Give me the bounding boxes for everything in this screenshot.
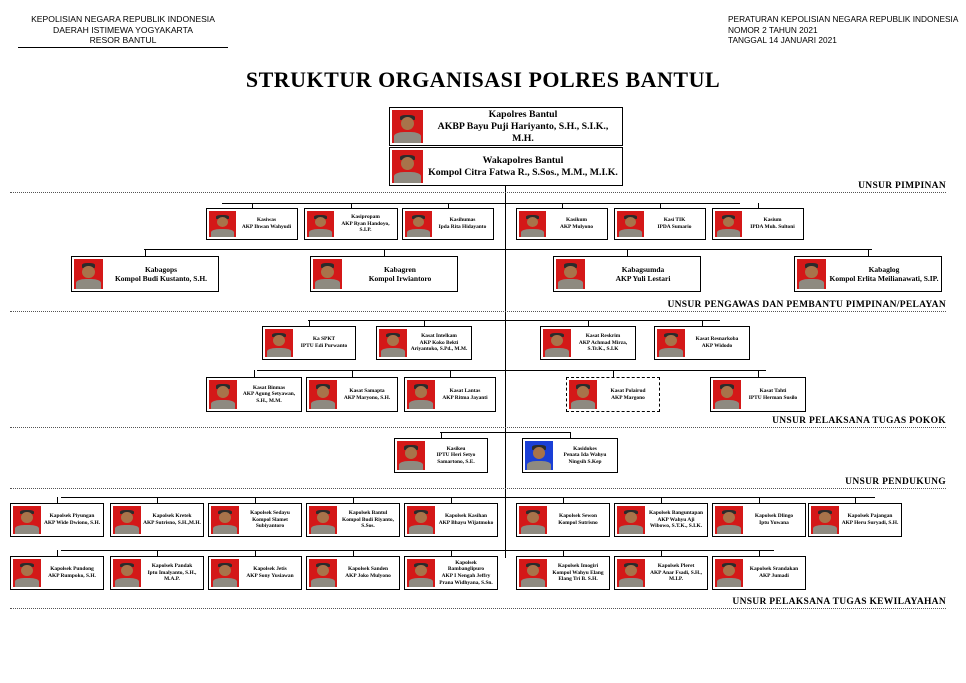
staff-photo (617, 211, 644, 237)
staff-photo (209, 211, 236, 237)
polsek-name: AKP I Nengah Jeffry Prana Widhyana, S.Sn. (439, 573, 493, 586)
header-right-line-1: PERATURAN KEPOLISIAN NEGARA REPUBLIK INDONESIA (728, 14, 959, 24)
drop-line (450, 370, 451, 377)
polsek-box-kretek[interactable] (110, 503, 204, 537)
polsek-photo (113, 559, 141, 587)
polsek-name: AKP Sutrisno, S.H.,M.H. (143, 520, 201, 526)
bag-box-kabagsumda[interactable] (553, 256, 701, 292)
sat-photo (209, 380, 237, 409)
sat1-bar (308, 320, 720, 321)
section-rule-pengawas (10, 311, 946, 312)
polsek-box-bambanglipuro[interactable] (404, 556, 498, 590)
sat-name: AKP Margono (611, 394, 645, 401)
trunk-line (505, 185, 506, 558)
staff-name: AKP Ihwan Wahyudi (241, 224, 292, 230)
polsek-name: AKP Wahyu Aji Wibowo, S.T.K., S.I.K. (649, 516, 703, 530)
polsek-photo (309, 559, 337, 587)
polsek-name: AKP Sony Yusiawan (246, 573, 294, 579)
sat-name: AKP Widodo (701, 343, 733, 349)
kapolres-box[interactable] (389, 107, 623, 146)
support-name: Penata Ida Wahyu Ningsih S.Kep (563, 452, 607, 465)
sat-photo (657, 329, 685, 357)
support-bar (440, 432, 570, 433)
polsek-photo (407, 559, 435, 587)
header-left-line-2: DAERAH ISTIMEWA YOGYAKARTA (53, 24, 193, 35)
bag-photo (313, 259, 342, 289)
polsek-role: Kapolsek Pleret (657, 563, 695, 570)
bag-name: Kompol Erlita Meilianawati, S.IP. (829, 274, 939, 283)
section-label-pimpinan: UNSUR PIMPINAN (858, 181, 946, 191)
support-box-kasikeu[interactable] (394, 438, 488, 473)
polsek-role: Kapolsek Pandak (151, 563, 193, 570)
staff-box-kasikum[interactable] (516, 208, 608, 240)
polsek-role: Kapolsek Sewon (559, 513, 597, 520)
polsek-photo (211, 506, 239, 534)
kapolres-role: Kapolres Bantul (488, 108, 558, 120)
polsek-box-imogiri[interactable] (516, 556, 610, 590)
section-label-pokok: UNSUR PELAKSANA TUGAS POKOK (772, 416, 946, 426)
kapolres-photo (392, 110, 423, 143)
header-left-line-3: RESOR BANTUL (89, 35, 157, 46)
sat-role: Kasat Tahti (759, 387, 787, 394)
polsek-photo (519, 559, 547, 587)
staff-name: AKP Ryan Handoyo, S.I.P. (341, 220, 390, 234)
polsek-role: Kapolsek Bantul (348, 510, 388, 517)
sat-box-intelkam[interactable] (376, 326, 472, 360)
sat-box-resnarkoba[interactable] (654, 326, 750, 360)
staff-name: AKP Mulyono (559, 224, 594, 230)
bag-name: AKP Yuli Lestari (615, 274, 671, 283)
polsek-role: Kapolsek Sanden (348, 566, 388, 573)
polsek-photo (715, 506, 743, 534)
polsek-name: AKP Bhayu Wijatmoko (438, 520, 494, 526)
sat-box-tahti[interactable] (710, 377, 806, 412)
polsek-photo (519, 506, 547, 534)
polsek-name: AKP Jumadi (759, 573, 789, 579)
sat-role: Kasat Polairud (610, 387, 646, 394)
sat-name: AKP Koko Bekti Ariyantoko, S.Pd., M.M. (410, 339, 468, 353)
header-left (14, 14, 232, 48)
sat-photo (543, 329, 571, 357)
polsek-box-sedayu[interactable] (208, 503, 302, 537)
support-photo (525, 441, 553, 470)
header-right (728, 14, 958, 46)
drop-line (352, 370, 353, 377)
polsek-name: Iptu Imalyanto, S.H., M.A.P. (147, 569, 197, 583)
polsek-box-pleret[interactable] (614, 556, 708, 590)
section-rule-pimpinan (10, 192, 946, 193)
polsek-box-pandak[interactable] (110, 556, 204, 590)
polsek-role: Kapolsek Bambanglipuro (447, 559, 485, 573)
bag-photo (74, 259, 103, 289)
bag-box-kabagren[interactable] (310, 256, 458, 292)
support-name: IPTU Heri Setyo Samartono, S.E. (436, 452, 476, 465)
sat-box-polairud[interactable] (566, 377, 660, 412)
staff-role: Kasi TIK (663, 217, 686, 224)
staff-box-kasihumas[interactable] (402, 208, 494, 240)
polsek-role: Kapolsek Kasihan (444, 513, 488, 520)
staff-box-kasiwas[interactable] (206, 208, 298, 240)
header-left-line-1: KEPOLISIAN NEGARA REPUBLIK INDONESIA (31, 14, 215, 24)
sat-box-reskrim[interactable] (540, 326, 636, 360)
kapolres-name: AKBP Bayu Puji Hariyanto, S.H., S.I.K., M.H. (437, 120, 609, 144)
polsek-box-jetis[interactable] (208, 556, 302, 590)
drop-line (145, 249, 146, 256)
sat-role: Kasat Resnarkoba (695, 336, 739, 343)
polsek-photo (617, 559, 645, 587)
bag-photo (797, 259, 826, 289)
bag-box-kabaglog[interactable] (794, 256, 942, 292)
polsek-name: AKP Wide Dwiono, S.H. (43, 520, 101, 526)
bag-name: Kompol Irwiantoro (368, 274, 432, 283)
sat-name: AKP Ritma Jayanti (442, 394, 488, 401)
staff-name: IPDA Sumario (657, 224, 692, 230)
bag-box-kabagops[interactable] (71, 256, 219, 292)
sat-name: IPTU Edi Purwanto (300, 343, 348, 349)
polsek-box-pundong[interactable] (10, 556, 104, 590)
drop-line (868, 249, 869, 256)
bag-role: Kabaglog (868, 264, 900, 274)
sat-role: Ka SPKT (312, 336, 336, 343)
polsek-name: AKP Heru Suryadi, S.H. (841, 520, 899, 526)
polsek-box-banguntapan[interactable] (614, 503, 708, 537)
staff-role: Kasihumas (449, 217, 476, 224)
drop-line (613, 370, 614, 377)
sat-name: AKP Maryono, S.H. (343, 394, 391, 401)
sat-photo (265, 329, 293, 357)
staff-bar (222, 203, 740, 204)
drop-line (758, 370, 759, 377)
polsek-role: Kapolsek Kretek (152, 513, 192, 520)
bag-bar (144, 249, 872, 250)
polsek-role: Kapolsek Piyungan (49, 513, 95, 520)
sat-box-lantas[interactable] (404, 377, 496, 412)
staff-box-kasipropam[interactable] (304, 208, 398, 240)
sat-photo (309, 380, 337, 409)
header-left-underline (18, 46, 228, 48)
section-label-pendukung: UNSUR PENDUKUNG (845, 477, 946, 487)
bag-name: Kompol Budi Kustanto, S.H. (114, 274, 208, 283)
polsek-role: Kapolsek Jetis (253, 566, 287, 573)
sat-box-samapta[interactable] (306, 377, 398, 412)
polsek-name: Iptu Yuwana (759, 520, 789, 526)
drop-line (384, 249, 385, 256)
staff-photo (405, 211, 432, 237)
drop-line (254, 370, 255, 377)
polsek-box-srandakan[interactable] (712, 556, 806, 590)
polsek-photo (13, 559, 41, 587)
sat-box-spkt[interactable] (262, 326, 356, 360)
sat2-bar (257, 370, 766, 371)
drop-line (627, 249, 628, 256)
support-role: Kasidokes (573, 445, 597, 452)
bag-role: Kabagsumda (621, 264, 665, 274)
staff-photo (715, 211, 742, 237)
polsek-box-pajangan[interactable] (808, 503, 902, 537)
bag-role: Kabagren (384, 264, 416, 274)
polsek-photo (407, 506, 435, 534)
polsek-role: Kapolsek Pundong (50, 566, 94, 573)
sat-photo (713, 380, 741, 409)
sat-photo (569, 380, 597, 409)
staff-role: Kasiwas (256, 217, 277, 224)
polsek-photo (811, 506, 839, 534)
polsek-photo (617, 506, 645, 534)
staff-name: Ipda Rita Hidayanto (438, 224, 487, 230)
polsek-role: Kapolsek Imogiri (557, 563, 599, 570)
wakapolres-role: Wakapolres Bantul (482, 154, 564, 166)
polsek-box-sewon[interactable] (516, 503, 610, 537)
section-rule-pendukung (10, 488, 946, 489)
polsek-role: Kapolsek Banguntapan (648, 510, 704, 517)
wakapolres-photo (392, 150, 423, 183)
polsek-role: Kapolsek Dlingo (754, 513, 794, 520)
sat-role: Kasat Intelkam (421, 333, 457, 340)
polsek-photo (13, 506, 41, 534)
polsek-role: Kapolsek Sedayu (250, 510, 290, 517)
wakapolres-name: Kompol Citra Fatwa R., S.Sos., M.M., M.I.K. (428, 166, 618, 178)
staff-role: Kasium (763, 217, 782, 224)
polsek2-bar (61, 550, 774, 551)
polsek-box-bantul[interactable] (306, 503, 400, 537)
page-title: STRUKTUR ORGANISASI POLRES BANTUL (245, 67, 721, 92)
sat-photo (379, 329, 407, 357)
polsek-photo (715, 559, 743, 587)
header-right-line-2: NOMOR 2 TAHUN 2021 (728, 24, 818, 35)
bag-role: Kabagops (144, 264, 178, 274)
staff-box-kasitik[interactable] (614, 208, 706, 240)
polsek-name: Kompol Slamet Subiyantoro (252, 516, 288, 530)
polsek-name: Kompol Wahyu Elang Elang Tri B. S.H. (552, 569, 604, 583)
section-rule-pokok (10, 427, 946, 428)
sat-role: Kasat Reskrim (585, 333, 621, 340)
polsek-name: Kompol Budi Riyanto, S.Sos. (342, 516, 394, 530)
polsek-box-sanden[interactable] (306, 556, 400, 590)
staff-name: IPDA Muh. Sultoni (750, 224, 795, 230)
polsek-box-kasihan[interactable] (404, 503, 498, 537)
polsek-role: Kapolsek Pajangan (847, 513, 893, 520)
polsek-name: Kompol Sutrisno (558, 520, 598, 526)
section-rule-kewilayahan (10, 608, 946, 609)
sat-name: AKP Achmad Mirza, S.Tr.K., S.I.K (578, 339, 628, 353)
polsek-name: AKP Rumpoko, S.H. (48, 573, 96, 579)
section-label-kewilayahan: UNSUR PELAKSANA TUGAS KEWILAYAHAN (732, 597, 946, 607)
polsek-photo (211, 559, 239, 587)
support-photo (397, 441, 425, 470)
polsek-role: Kapolsek Srandakan (749, 566, 799, 573)
sat-role: Kasat Lantas (449, 387, 481, 394)
sat-name: IPTU Herman Susilo (748, 394, 798, 401)
polsek-name: AKP Anar Fsadi, S.H., M.I.P. (650, 569, 702, 583)
polsek-box-dlingo[interactable] (712, 503, 806, 537)
support-role: Kasikeu (446, 445, 466, 452)
staff-box-kasium[interactable] (712, 208, 804, 240)
sat-name: AKP Agung Setyawan, S.H., M.M. (242, 391, 296, 404)
polsek-photo (113, 506, 141, 534)
support-box-kasidokes[interactable] (522, 438, 618, 473)
polsek1-bar (61, 497, 875, 498)
staff-role: Kasikum (566, 217, 587, 224)
section-label-pengawas: UNSUR PENGAWAS DAN PEMBANTU PIMPINAN/PELAYAN (667, 300, 946, 310)
polsek-photo (309, 506, 337, 534)
sat-role: Kasat Binmas (252, 384, 286, 391)
bag-photo (556, 259, 585, 289)
polsek-name: AKP Joko Mulyono (345, 573, 391, 579)
staff-role: Kasipropam (351, 214, 380, 221)
sat-role: Kasat Samapta (349, 387, 385, 394)
polsek-box-piyungan[interactable] (10, 503, 104, 537)
header-right-line-3: TANGGAL 14 JANUARI 2021 (728, 35, 837, 46)
wakapolres-box[interactable] (389, 147, 623, 186)
sat-photo (407, 380, 435, 409)
staff-photo (519, 211, 546, 237)
staff-photo (307, 211, 334, 237)
sat-box-binmas[interactable] (206, 377, 302, 412)
